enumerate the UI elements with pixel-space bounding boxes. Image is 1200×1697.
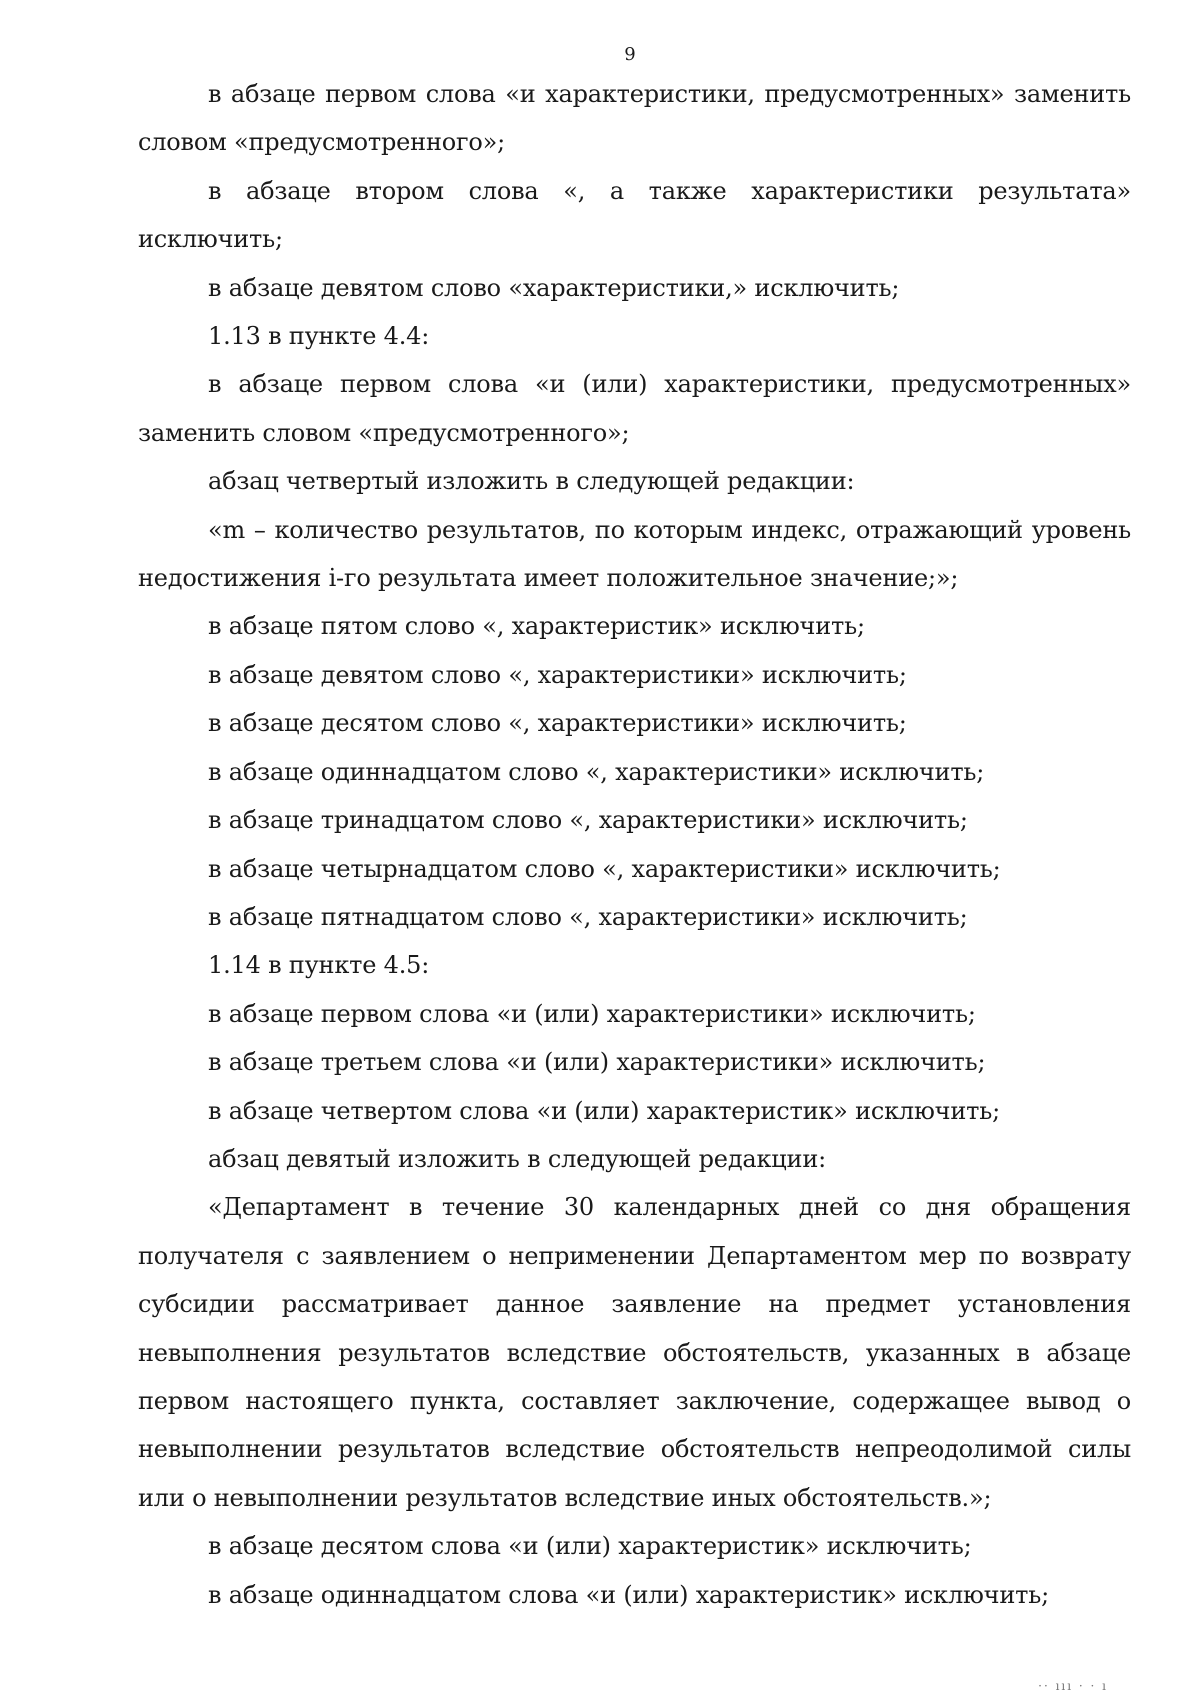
section-heading: 1.13 в пункте 4.4: <box>208 322 430 351</box>
paragraph: в абзаце пятом слово «, характеристик» исключить; <box>208 612 865 641</box>
document-body <box>138 70 1131 1619</box>
section-heading: 1.14 в пункте 4.5: <box>208 951 430 980</box>
paragraph: в абзаце третьем слова «и (или) характеристики» исключить; <box>208 1048 986 1077</box>
page-number: 9 <box>624 44 636 65</box>
paragraph: в абзаце тринадцатом слово «, характеристики» исключить; <box>208 806 968 835</box>
paragraph: в абзаце одиннадцатом слова «и (или) характеристик» исключить; <box>208 1580 1049 1609</box>
paragraph: в абзаце первом слова «и характеристики, предусмотренных» заменить словом «предусмотренного»; <box>138 80 1131 157</box>
paragraph: в абзаце одиннадцатом слово «, характеристики» исключить; <box>208 757 985 786</box>
paragraph: «Департамент в течение 30 календарных дней со дня обращения получателя с заявлением о неприменении Департаментом мер по возврату субсидии рассматривает данное заявление на предмет установления невыполнения результатов вследствие обстоятельств, указанных в абзаце первом настоящего пункта, составляет заключение, содержащее вывод о невыполнении результатов вследствие обстоятельств непреодолимой силы или о невыполнении результатов вследствие иных обстоятельств.»; <box>138 1193 1131 1512</box>
paragraph: в абзаце втором слова «, а также характеристики результата» исключить; <box>138 176 1131 254</box>
paragraph: абзац девятый изложить в следующей редакции: <box>208 1144 827 1173</box>
scan-artifact-mark: ·· ııı · · ı <box>1038 1679 1108 1693</box>
paragraph: абзац четвертый изложить в следующей редакции: <box>208 467 855 496</box>
paragraph: в абзаце четвертом слова «и (или) характеристик» исключить; <box>208 1096 1000 1125</box>
paragraph: в абзаце девятом слово «характеристики,» исключить; <box>208 273 900 302</box>
paragraph: в абзаце первом слова «и (или) характеристики» исключить; <box>208 999 976 1028</box>
paragraph: в абзаце пятнадцатом слово «, характеристики» исключить; <box>208 902 968 931</box>
paragraph: в абзаце первом слова «и (или) характеристики, предусмотренных» заменить словом «предусмотренного»; <box>138 370 1131 447</box>
paragraph: в абзаце четырнадцатом слово «, характеристики» исключить; <box>208 854 1001 883</box>
paragraph: в абзаце девятом слово «, характеристики» исключить; <box>208 660 907 689</box>
paragraph: в абзаце десятом слово «, характеристики» исключить; <box>208 709 907 738</box>
paragraph: в абзаце десятом слова «и (или) характеристик» исключить; <box>208 1532 972 1561</box>
paragraph: «m – количество результатов, по которым индекс, отражающий уровень недостижения i-го результата имеет положительное значение;»; <box>138 515 1131 593</box>
